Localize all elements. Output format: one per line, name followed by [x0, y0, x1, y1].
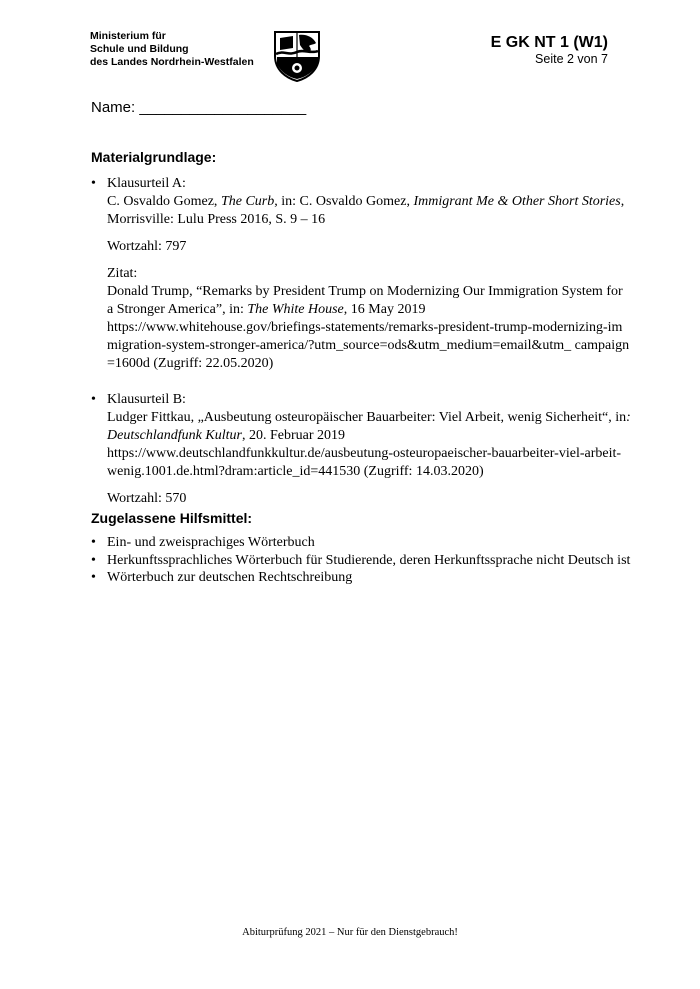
- quote-label: Zitat:: [107, 266, 138, 281]
- material-heading: Materialgrundlage:: [91, 149, 217, 165]
- list-item: • Ein- und zweisprachiges Wörterbuch: [91, 535, 315, 550]
- ministry-name: [90, 30, 254, 69]
- list-item: • Herkunftssprachliches Wörterbuch für Studierende, deren Herkunftssprache nicht Deutsch ist: [91, 552, 631, 568]
- ministry-line: Schule und Bildung: [90, 43, 189, 55]
- item-b-source: Ludger Fittkau, „Ausbeutung osteuropäischer Bauarbeiter: Viel Arbeit, wenig Sicherheit“, in: Deutschlandfunk Kultur, 20. Februar 2019: [107, 410, 631, 443]
- bullet-icon: •: [91, 176, 96, 191]
- ministry-line: Ministerium für: [90, 30, 166, 42]
- ministry-line: des Landes Nordrhein-Westfalen: [90, 56, 254, 68]
- item-a-label: Klausurteil A:: [107, 176, 186, 191]
- page-indicator: Seite 2 von 7: [535, 52, 608, 66]
- bullet-icon: •: [91, 392, 96, 407]
- name-field: Name: ____________________: [91, 99, 307, 116]
- item-a-word-count: Wortzahl: 797: [107, 239, 187, 254]
- footer-note: Abiturprüfung 2021 – Nur für den Dienstgebrauch!: [242, 927, 458, 938]
- item-b-word-count: Wortzahl: 570: [107, 491, 187, 506]
- bullet-icon: •: [91, 552, 96, 568]
- quote-url: https://www.whitehouse.gov/briefings-statements/remarks-president-trump-modernizing-immigration-system-stronger-america/?utm_source=ods&utm_medium=email&utm_ campaign=1600d (Zugriff: 22.05.2020): [107, 320, 630, 371]
- aids-list: [91, 534, 651, 587]
- material-list: [91, 175, 631, 508]
- item-b-url: https://www.deutschlandfunkkultur.de/ausbeutung-osteuropaeischer-bauarbeiter-viel-arbeit-wenig.1001.de.html?dram:article_id=441530 (Zugriff: 14.03.2020): [107, 446, 622, 479]
- list-item: • Wörterbuch zur deutschen Rechtschreibung: [91, 570, 353, 585]
- aids-heading: Zugelassene Hilfsmittel:: [91, 510, 253, 526]
- list-item: [91, 391, 631, 508]
- nrw-crest-icon: [273, 30, 321, 82]
- exam-code: E GK NT 1 (W1): [490, 34, 608, 51]
- item-b-label: Klausurteil B:: [107, 392, 186, 407]
- list-item: [91, 175, 631, 373]
- bullet-icon: •: [91, 535, 96, 550]
- bullet-icon: •: [91, 570, 96, 585]
- quote-source: Donald Trump, “Remarks by President Trump on Modernizing Our Immigration System for a Stronger America”, in: The White House, 16 May 2019: [107, 284, 623, 317]
- item-a-source: C. Osvaldo Gomez, The Curb, in: C. Osvaldo Gomez, Immigrant Me & Other Short Stories, Morrisville: Lulu Press 2016, S. 9 – 16: [107, 194, 625, 227]
